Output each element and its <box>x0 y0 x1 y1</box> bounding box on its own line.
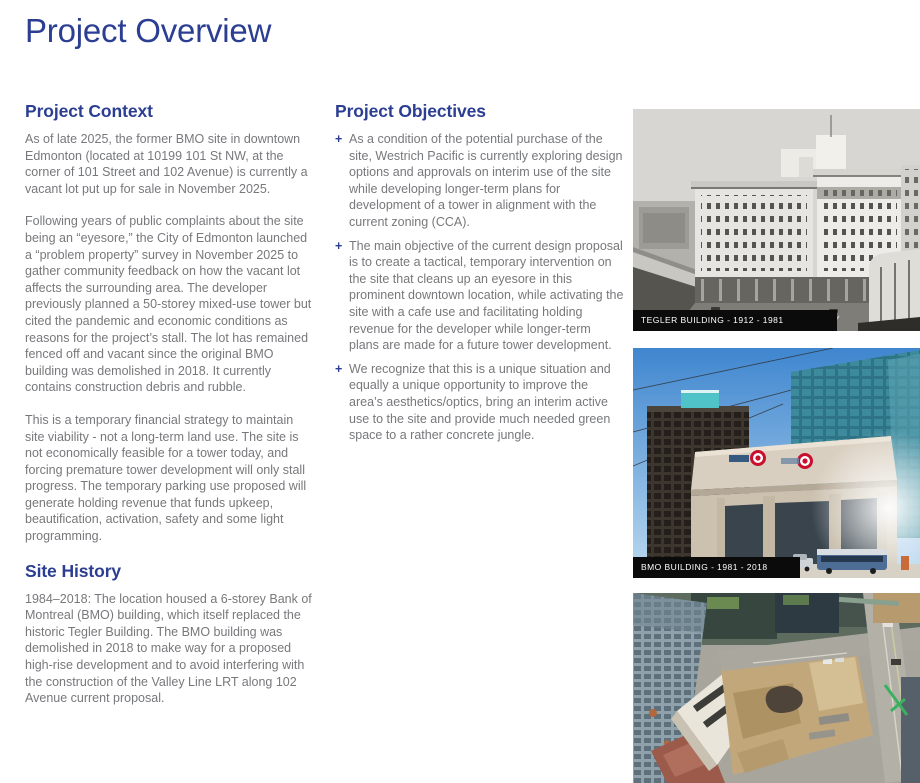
vacant-lot-illustration <box>633 593 920 783</box>
right-building <box>901 677 920 783</box>
objective-text-3: We recognize that this is a unique situation and equally a unique opportunity to improve the area’s aesthetics/optics, bring an interim active use to the site and provide much needed green space to a rather concrete jungle. <box>349 361 611 443</box>
bmo-building-photo <box>633 348 920 578</box>
context-paragraph-1: As of late 2025, the former BMO site in downtown Edmonton (located at 10199 101 St NW, at the corner of 101 Street and 102 Avenue) is currently a vacant lot put up for sale in November 2025. <box>25 132 308 196</box>
context-paragraph-3: This is a temporary financial strategy to maintain site viability - not a long-term land use. The site is not economically feasible for a tower today, and forcing premature tower development will only stall progress. The temporary parking use proposed will generate holding revenue that funds upkeep, beautification, activation, safety and some light programming. <box>25 412 307 544</box>
project-objectives-section <box>335 101 624 451</box>
plus-bullet-icon: + <box>335 361 343 376</box>
bmo-photo-caption: BMO BUILDING - 1981 - 2018 <box>633 557 800 579</box>
tegler-building-photo <box>633 109 920 331</box>
objective-item-1 <box>335 131 624 231</box>
context-paragraph-2: Following years of public complaints about the site being an “eyesore,” the City of Edmonton launched a “problem property” survey in November 2025 to gather community feedback on how the vacant lot affects the surrounding area. The developer previously planned a 50-storey mixed-use tower but cited the pandemic and economic conditions as reasons for the project’s stall. The lot has remained fenced off and vacant since the original BMO building was demolished in 2018. It currently contains construction debris and rubble. <box>25 214 312 395</box>
project-context-heading: Project Context <box>25 101 153 121</box>
bmo-building-illustration <box>633 348 920 578</box>
objective-item-2 <box>335 238 624 354</box>
site-history-paragraph: 1984–2018: The location housed a 6-storey Bank of Montreal (BMO) building, which itself replaced the historic Tegler Building. The BMO building was demolished in 2018 to make way for a proposed high-rise development and to avoid interfering with the construction of the Valley Line LRT along 102 Avenue current proposal. <box>25 591 312 706</box>
construction-marker <box>901 556 909 570</box>
tegler-building-illustration <box>633 109 920 331</box>
page-title: Project Overview <box>25 12 272 49</box>
project-context-section <box>25 101 314 723</box>
plus-bullet-icon: + <box>335 238 343 253</box>
objective-text-1: As a condition of the potential purchase of the site, Westrich Pacific is currently exploring design options and approvals on interim use of the site while developing longer-term plans for development of a tower in alignment with the current zoning (CCA). <box>349 132 623 229</box>
objective-item-3 <box>335 361 624 444</box>
vacant-lot-aerial-photo <box>633 593 920 783</box>
site-history-heading: Site History <box>25 560 122 581</box>
plus-bullet-icon: + <box>335 132 343 146</box>
objectives-list <box>335 131 624 444</box>
tegler-photo-caption: TEGLER BUILDING - 1912 - 1981 <box>633 310 837 332</box>
project-objectives-heading: Project Objectives <box>335 101 486 121</box>
photo-column <box>633 0 920 783</box>
objective-text-2: The main objective of the current design proposal is to create a tactical, temporary intervention on the site that cleans up an eyesore in this prominent downtown location, while activating the site with a cafe use and facilitating holding revenue for the developer while longer-term plans are made for a future tower development. <box>349 238 624 353</box>
teal-rooftop <box>681 392 719 408</box>
